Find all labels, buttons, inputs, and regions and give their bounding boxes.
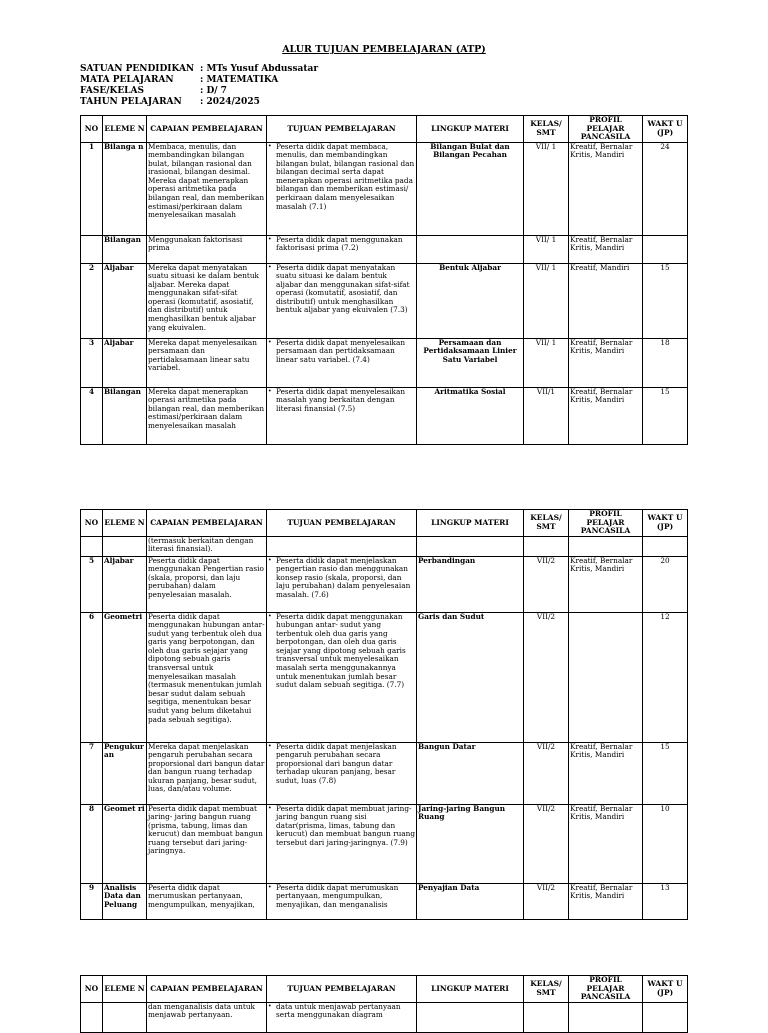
cell-lingkup — [417, 1002, 524, 1032]
cell-elemen: Geomet ri — [103, 804, 147, 883]
cell-capaian: Mereka dapat menyelesaikan persamaan dan pertidaksamaan linear satu variabel. — [147, 338, 267, 387]
cell-waktu — [643, 235, 688, 263]
meta-row — [80, 97, 318, 108]
cell-lingkup: Garis dan Sudut — [417, 612, 524, 742]
cell-tujuan: • Peserta didik dapat menyelesaikan masalah yang berkaitan dengan literasi finansial (7.5) — [267, 387, 417, 444]
cell-capaian: Menggunakan faktorisasi prima — [147, 235, 267, 263]
header-lingkup: LINGKUP MATERI — [417, 116, 524, 143]
cell-tujuan: • Peserta didik dapat menjelaskan pengaruh perubahan secara proporsional dari bangun datar terhadap ukuran panjang, besar sudut, luas (7.8) — [267, 742, 417, 804]
table-row — [81, 804, 688, 883]
cell-capaian: Peserta didik dapat membuat jaring- jaring bangun ruang (prisma, tabung, limas dan kerucut) dan membuat bangun ruang tersebut dari jaring-jaringnya. — [147, 804, 267, 883]
cell-capaian: Mereka dapat menyatakan suatu situasi ke dalam bentuk aljabar. Mereka dapat menggunakan sifat-sifat operasi (komutatif, asosiatif, dan distributif) untuk menghasilkan bentuk aljabar yang ekuivalen. — [147, 263, 267, 338]
cell-no: 1 — [81, 142, 103, 235]
table-row — [81, 235, 688, 263]
cell-elemen: Bilangan — [103, 235, 147, 263]
atp-table-2 — [80, 509, 688, 920]
header-capaian: CAPAIAN PEMBELAJARAN — [147, 116, 267, 143]
meta-row — [80, 86, 318, 97]
table-row — [81, 556, 688, 612]
cell-profil: Kreatif, Bernalar Kritis, Mandiri — [569, 883, 643, 919]
cell-kelas: VII/2 — [524, 612, 569, 742]
cell-waktu: 15 — [643, 387, 688, 444]
header-no: NO — [81, 976, 103, 1003]
cell-no — [81, 536, 103, 556]
cell-waktu — [643, 1002, 688, 1032]
atp-table-1 — [80, 115, 688, 445]
cell-tujuan: • Peserta didik dapat menyelesaikan persamaan dan pertidaksamaan linear satu variabel. (7.4) — [267, 338, 417, 387]
header-tujuan: TUJUAN PEMBELAJARAN — [267, 116, 417, 143]
cell-tujuan: • Peserta didik dapat merumuskan pertanyaan, mengumpulkan, menyajikan, dan menganalisis — [267, 883, 417, 919]
meta-value: : 2024/2025 — [200, 97, 260, 107]
cell-no — [81, 235, 103, 263]
cell-no: 9 — [81, 883, 103, 919]
meta-row — [80, 64, 318, 75]
cell-no: 5 — [81, 556, 103, 612]
cell-elemen: Analisis Data dan Peluang — [103, 883, 147, 919]
header-waktu: WAKT U (JP) — [643, 510, 688, 537]
header-profil: PROFIL PELAJAR PANCASILA — [569, 116, 643, 143]
cell-lingkup — [417, 235, 524, 263]
cell-profil: Kreatif, Mandiri — [569, 263, 643, 338]
cell-no — [81, 1002, 103, 1032]
cell-kelas: VII/2 — [524, 742, 569, 804]
cell-tujuan: • Peserta didik dapat membaca, menulis, dan membandingkan bilangan bulat, bilangan rasional dan bilangan decimal serta dapat menerapkan operasi aritmetika pada bilangan dan memberikan estimasi/ perkiraan dalam menyelesaikan masalah (7.1) — [267, 142, 417, 235]
cell-lingkup: Persamaan dan Pertidaksamaan Linier Satu Variabel — [417, 338, 524, 387]
cell-lingkup: Perbandingan — [417, 556, 524, 612]
header-kelas: KELAS/ SMT — [524, 510, 569, 537]
table-row — [81, 612, 688, 742]
cell-waktu: 12 — [643, 612, 688, 742]
meta-value: : D/ 7 — [200, 86, 227, 96]
table-row — [81, 142, 688, 235]
cell-kelas: VII/ 1 — [524, 142, 569, 235]
cell-tujuan: • Peserta didik dapat membuat jaring- jaring bangun ruang sisi datar(prisma, limas, tabung dan kerucut) dan membuat bangun ruang tersebut dari jaring-jaringnya. (7.9) — [267, 804, 417, 883]
table-row — [81, 387, 688, 444]
cell-elemen: Aljabar — [103, 556, 147, 612]
header-profil: PROFIL PELAJAR PANCASILA — [569, 976, 643, 1003]
header-row — [81, 510, 688, 537]
header-no: NO — [81, 116, 103, 143]
cell-waktu: 15 — [643, 742, 688, 804]
cell-no: 3 — [81, 338, 103, 387]
cell-no: 6 — [81, 612, 103, 742]
cell-elemen: Geometri — [103, 612, 147, 742]
cell-profil: Kreatif, Bernalar Kritis, Mandiri — [569, 387, 643, 444]
header-waktu: WAKT U (JP) — [643, 976, 688, 1003]
cell-profil: Kreatif, Bernalar Kritis, Mandiri — [569, 235, 643, 263]
cell-capaian: Membaca, menulis, dan membandingkan bilangan bulat, bilangan rasional dan irasional, bilangan desimal. Mereka dapat menerapkan operasi aritmetika pada bilangan real, dan memberikan estimasi/perkiraan dalam menyelesaikan masalah — [147, 142, 267, 235]
cell-profil: Kreatif, Bernalar Kritis, Mandiri — [569, 142, 643, 235]
table-row — [81, 1002, 688, 1032]
cell-no: 4 — [81, 387, 103, 444]
cell-capaian: dan menganalisis data untuk menjawab pertanyaan. — [147, 1002, 267, 1032]
cell-elemen: Bilangan — [103, 387, 147, 444]
document-title: ALUR TUJUAN PEMBELAJARAN (ATP) — [282, 44, 486, 55]
cell-tujuan — [267, 536, 417, 556]
cell-tujuan: • Peserta didik dapat menyatakan suatu situasi ke dalam bentuk aljabar dan menggunakan sifat-sifat operasi (komutatif, asosiatif, dan distributif) untuk menghasilkan bentuk aljabar yang ekuivalen (7.3) — [267, 263, 417, 338]
header-kelas: KELAS/ SMT — [524, 116, 569, 143]
header-tujuan: TUJUAN PEMBELAJARAN — [267, 510, 417, 537]
meta-label: SATUAN PENDIDIKAN — [80, 64, 195, 74]
cell-waktu: 13 — [643, 883, 688, 919]
cell-lingkup: Penyajian Data — [417, 883, 524, 919]
header-elemen: ELEME N — [103, 510, 147, 537]
cell-kelas: VII/1 — [524, 387, 569, 444]
cell-elemen: Bilanga n — [103, 142, 147, 235]
cell-capaian: Peserta didik dapat menggunakan hubungan antar- sudut yang terbentuk oleh dua garis yang berpotongan, dan oleh dua garis sejajar yang dipotong sebuah garis transversal untuk menyelesaikan masalah (termasuk menentukan jumlah besar sudut dalam sebuah segitiga, menentukan besar sudut yang belum diketahui pada sebuah segitiga). — [147, 612, 267, 742]
cell-kelas — [524, 536, 569, 556]
cell-lingkup: Jaring-jaring Bangun Ruang — [417, 804, 524, 883]
cell-capaian: Peserta didik dapat menggunakan Pengertian rasio (skala, proporsi, dan laju perubahan) dalam penyelesaian masalah. — [147, 556, 267, 612]
cell-kelas: VII/2 — [524, 804, 569, 883]
meta-row — [80, 75, 318, 86]
header-lingkup: LINGKUP MATERI — [417, 976, 524, 1003]
header-row — [81, 976, 688, 1003]
header-profil: PROFIL PELAJAR PANCASILA — [569, 510, 643, 537]
cell-no: 2 — [81, 263, 103, 338]
cell-waktu: 18 — [643, 338, 688, 387]
table-row — [81, 338, 688, 387]
cell-kelas: VII/ 1 — [524, 263, 569, 338]
cell-profil: Kreatif, Bernalar Kritis, Mandiri — [569, 742, 643, 804]
table-row — [81, 742, 688, 804]
cell-lingkup: Bangun Datar — [417, 742, 524, 804]
cell-tujuan: • data untuk menjawab pertanyaan serta menggunakan diagram — [267, 1002, 417, 1032]
cell-kelas: VII/ 1 — [524, 235, 569, 263]
header-capaian: CAPAIAN PEMBELAJARAN — [147, 976, 267, 1003]
cell-elemen: Aljabar — [103, 338, 147, 387]
cell-capaian: (termasuk berkaitan dengan literasi finansial). — [147, 536, 267, 556]
cell-profil: Kreatif, Bernalar Kritis, Mandiri — [569, 556, 643, 612]
meta-label: MATA PELAJARAN — [80, 75, 174, 85]
cell-waktu: 20 — [643, 556, 688, 612]
cell-waktu: 10 — [643, 804, 688, 883]
cell-lingkup: Bentuk Aljabar — [417, 263, 524, 338]
document-meta — [80, 64, 318, 108]
cell-lingkup: Aritmatika Sosial — [417, 387, 524, 444]
table-row — [81, 263, 688, 338]
meta-value: : MATEMATIKA — [200, 75, 279, 85]
cell-elemen: Pengukur an — [103, 742, 147, 804]
cell-profil — [569, 1002, 643, 1032]
meta-label: TAHUN PELAJARAN — [80, 97, 182, 107]
cell-lingkup — [417, 536, 524, 556]
cell-no: 8 — [81, 804, 103, 883]
header-tujuan: TUJUAN PEMBELAJARAN — [267, 976, 417, 1003]
cell-profil — [569, 612, 643, 742]
header-no: NO — [81, 510, 103, 537]
cell-profil: Kreatif, Bernalar Kritis, Mandiri — [569, 338, 643, 387]
meta-value: : MTs Yusuf Abdussatar — [200, 64, 319, 74]
header-waktu: WAKT U (JP) — [643, 116, 688, 143]
header-lingkup: LINGKUP MATERI — [417, 510, 524, 537]
header-capaian: CAPAIAN PEMBELAJARAN — [147, 510, 267, 537]
table-row — [81, 883, 688, 919]
cell-waktu: 24 — [643, 142, 688, 235]
cell-tujuan: • Peserta didik dapat menjelaskan pengertian rasio dan menggunakan konsep rasio (skala, proporsi, dan laju perubahan) dalam penyelesaian masalah. (7.6) — [267, 556, 417, 612]
cell-kelas: VII/2 — [524, 556, 569, 612]
cell-no: 7 — [81, 742, 103, 804]
meta-label: FASE/KELAS — [80, 86, 144, 96]
cell-elemen — [103, 1002, 147, 1032]
cell-capaian: Mereka dapat menjelaskan pengaruh perubahan secara proporsional dari bangun datar dan bangun ruang terhadap ukuran panjang, besar sudut, luas, dan/atau volume. — [147, 742, 267, 804]
cell-elemen: Aljabar — [103, 263, 147, 338]
cell-tujuan: • Peserta didik dapat menggunakan faktorisasi prima (7.2) — [267, 235, 417, 263]
cell-waktu: 15 — [643, 263, 688, 338]
cell-waktu — [643, 536, 688, 556]
cell-lingkup: Bilangan Bulat dan Bilangan Pecahan — [417, 142, 524, 235]
header-elemen: ELEME N — [103, 976, 147, 1003]
table-row — [81, 536, 688, 556]
cell-capaian: Peserta didik dapat merumuskan pertanyaan, mengumpulkan, menyajikan, — [147, 883, 267, 919]
cell-kelas — [524, 1002, 569, 1032]
header-row — [81, 116, 688, 143]
cell-elemen — [103, 536, 147, 556]
cell-profil: Kreatif, Bernalar Kritis, Mandiri — [569, 804, 643, 883]
cell-kelas: VII/ 1 — [524, 338, 569, 387]
cell-kelas: VII/2 — [524, 883, 569, 919]
cell-capaian: Mereka dapat menerapkan operasi aritmetika pada bilangan real, dan memberikan estimasi/perkiraan dalam menyelesaikan masalah — [147, 387, 267, 444]
header-elemen: ELEME N — [103, 116, 147, 143]
cell-profil — [569, 536, 643, 556]
cell-tujuan: • Peserta didik dapat menggunakan hubungan antar- sudut yang terbentuk oleh dua garis yang berpotongan, dan oleh dua garis sejajar yang dipotong sebuah garis transversal untuk menyelesaikan masalah serta menggunakannya untuk menentukan jumlah besar sudut dalam sebuah segitiga. (7.7) — [267, 612, 417, 742]
header-kelas: KELAS/ SMT — [524, 976, 569, 1003]
